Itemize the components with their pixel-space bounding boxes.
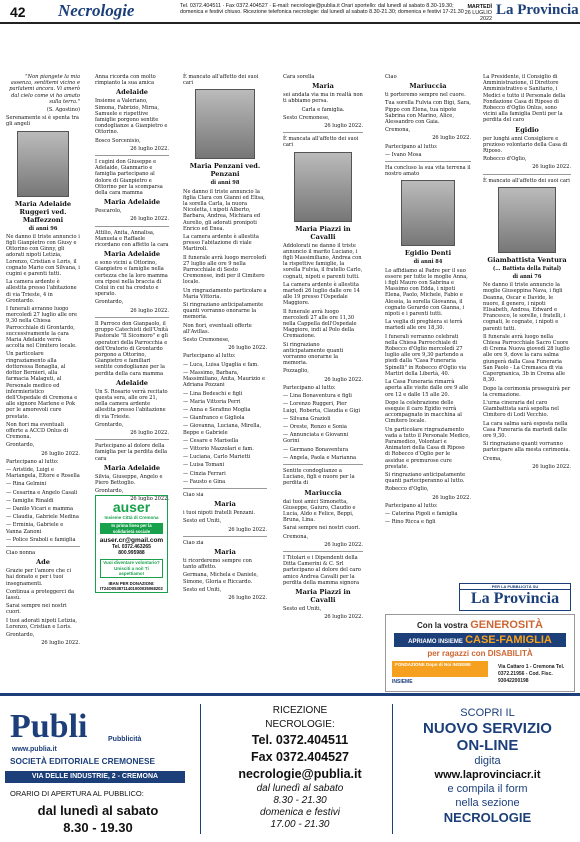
obituary-place: Grontardo, [6,442,35,449]
notice-name: Maria [312,82,334,91]
participant-entry: — Angela, Paola e Marianna [283,454,357,461]
auser-iban-label: IBAN PER DONAZIONI: [108,580,155,586]
notice-intro: Ciao zia [183,539,204,546]
quote-author: (S. Agostino) [46,107,80,114]
participant-entry: — Rino Ricca e figli [385,519,436,526]
obituary-text: La Casa Funeraria rimarrà aperta alle visite dalle ore 9 alle ore 12 e dalle 15 alle 20. [385,379,469,398]
participants-title: Partecipano al lutto: [6,458,59,465]
participant-entry: — Gianfranco e Gigliola [183,415,245,422]
notice-name: Mariuccia [409,82,447,91]
charity-logo: INSIEME [392,679,413,685]
notice-date: 26 luglio 2022. [324,541,363,548]
notice-text: Il Parroco don Gianpaolo, il gruppo Catechisti dell'Unità Pastorale "Il Sicomoro" e gli operatori della Parrocchia e dell'Oratorio di Grontardo porgono a Ottorino, Gianpietro e familiari sentite condoglianze per la perdita della cara mamma [95,320,169,377]
header-date [464,4,492,22]
participant-entry: — Vittorio Mazzolari e fam. [183,445,254,452]
notice-text: Carla e famiglia. [301,106,345,113]
obituary-column-7 [483,74,571,472]
notice-text: ti ricorderemo sempre con tanto affetto. [183,557,252,571]
obituary-text: Si ringraziano anticipatamente quanti vorranno onorarne la memoria. [283,341,344,367]
charity-headline-main: GENEROSITÀ [470,619,543,631]
notice-date: 26 luglio 2022. [130,216,169,223]
notice-place: Cremona, [385,127,411,134]
deceased-age: di anni 84 [413,259,443,266]
notice-name: Adelaide [115,88,148,97]
obituary-text: Dopo la cerimonia proseguirà per la cremazione. [483,385,571,398]
obituary-text: Lo affidiamo al Padre per il suo essere per tutte le moglie Anna, i figli Mauro con Sabrina e Massimo con Edda, i nipoti Elena, Paolo, Michele, Fabio e Alessia, la sorella Giovanna, il cognato Gerardo con Gianna, i nipoti e i parenti tutti. [385,267,468,318]
participant-entry: — Lorenzo Ruggeri, Pier Luigi, Roberta, Claudia e Gigi [283,401,360,414]
notice-name: Mariuccia [304,488,342,497]
notice-name: Egidio [515,125,539,134]
promo-text: digita [474,755,501,767]
participant-entry: — Maria Vittoria Perri [183,398,241,405]
notice-text: i tuoi nipoti fratelli Penzani. [183,510,256,517]
notice-place: Robecco d'Oglio, [483,156,527,163]
obituary-place: Robecco d'Oglio, [385,486,429,493]
obituary-text: Il funerale avrà luogo mercoledì 27 alle ore 11,30 nella Cappella dell'Ospedale Maggiore, indi al Polo della Cremazione. [283,308,357,340]
notice-name: Maria Adelaide [103,463,161,472]
deceased-name: Egidio Denti [404,249,452,258]
auser-email: auser.cr@gmail.com [99,537,164,544]
auser-ad [95,495,168,593]
notice-text: Anna ricorda con molto rimpianto la sua amica [95,74,156,87]
participant-entry: — Erminia, Gabriele e Vanna Zanoni [6,522,64,535]
participants-title: Partecipano al lutto: [283,384,336,391]
notice-text: I Titolari e i Dipendenti della Ditta Camerini & C. Srl partecipano al dolore del caro amico Andrea Cavalli per la perdita della mamma signora [283,554,361,586]
opening-days: dal lunedì al sabato [37,803,159,818]
deceased-name: Maria Penzani ved. Penzani [189,162,261,179]
notice-date: 26 luglio 2022. [130,307,169,314]
obituary-intro: È mancata all'affetto dei suoi cari [283,136,359,149]
notice-text: e sono vicini a Ottorino, Gianpietro e famiglie nella certezza che la loro mamma ora riposi nella braccia di Colui in cui ha creduto e sperato. [95,260,168,298]
notice-intro: Ciao nonna [6,549,36,556]
portrait-photo [195,89,255,159]
divider [385,161,471,162]
notice-text: Grazie per l'amore che ci hai donato e per i tuoi insegnamenti. [6,568,72,587]
participant-entry: — Lina Bedeschi e figli [183,390,243,397]
page-header [0,0,580,24]
participant-entry: — Claudia, Gabriele Medina [6,514,79,521]
obituary-text: Non fiori ma eventuali offerte a ACCD Onlus di Cremona. [6,421,69,441]
publia-company: SOCIETÀ EDITORIALE CREMONESE [10,756,156,766]
obituary-place: Sesto Cremonese, [183,337,230,344]
obituary-date: 26 luglio 2022. [228,345,267,352]
obituary-text: Non fiori, eventuali offerte all'Avillas. [183,322,252,335]
notice-text: ti porteremo sempre nel cuore. [385,92,466,99]
participant-entry: — Annunciata e Giovanni Gorini [283,432,349,445]
participant-entry: — Fausto e Gina [183,478,226,485]
participant-entry: — Luciana, Carlo Marietti [183,454,251,461]
notice-name: Maria Piazzi in Cavalli [295,587,351,604]
deceased-name: Giambattista Ventura [487,255,567,264]
newspaper-logo: La Provincia [496,2,579,18]
divider [183,488,267,489]
promo-headline: NUOVO SERVIZIO [423,720,552,737]
charity-headline [386,619,574,631]
promo-text: nella sezione [455,797,520,809]
charity-headline-pre: Con la vostra [417,621,468,630]
auser-phone: Tel. 0372.463265 [112,544,151,550]
promo-text: e compila il form [447,783,528,795]
obituary-text: Ne danno il triste annuncio i figli Gianpietro con Giusy e Ottorino con Ginny, gli adorati nipoti Letizia, Lorenzo, Cristian e Loris, il cognato Mario con Silvana, i cugini e parenti tutti. [6,233,80,278]
participants-list [6,467,80,543]
obituary-text: Un particolare ringraziamento vada a tutto il Personale Medico, Paramedico, Volontari e Animatori della Casa di Riposo di Robecco d'Oglio per le assidue e premurose cure prestate. [385,426,471,470]
notice-text: dai tuoi amici Simonetta, Giuseppe, Gaiuro, Claudio e Lucia, Aldo e Felice, Beppi, Bruna, Lina. [283,498,356,524]
divider [95,439,169,440]
header-contact-info: Tel. 0372.404511 · Fax 0372.404527 · E-mail: necrologie@publia.it Orari sportello: dal lunedì al sabato 8.30-19.30; domenica e festivi chiuso. Ricezione telefonica necrologie: dal lunedì al sabato 8.30-21.30; domenica e festivi 17-21.30 [180,3,464,16]
obituary-text: Si ringraziano quanti vorranno partecipare alla mesta cerimonia. [483,441,571,454]
notice-text: Attilio, Anita, Annalisa, Manuela e Raffaele ricordano con affetto la cara [95,229,169,249]
obituary-text: L'urna cineraria del caro Giambattista sarà sepolta nel Cimitero di Lodi Vecchio. [483,399,559,419]
obituary-date: 26 luglio 2022. [41,450,80,457]
opening-hours [28,802,168,836]
publia-tag: Pubblicità [108,736,142,743]
obituary-column-1 [6,74,80,648]
obituary-text: Dopo la celebrazione delle esequie il caro Egidio verrà accompagnato in macchina al Cimitero locale. [385,399,462,425]
notice-date: 26 luglio 2022. [130,496,169,503]
obituary-intro: È mancato all'affetto dei suoi cari [183,74,259,87]
notice-date: 26 luglio 2022. [324,614,363,621]
participants-list [183,362,267,485]
notice-place: Sesto ed Uniti, [183,518,222,525]
participants-title: Partecipano al lutto: [183,353,236,360]
notice-text: sei andata via ma in realtà non ti abbiamo persa. [283,92,363,105]
obituary-text: Un ringraziamento particolare a Maria Vittoria. [183,287,267,300]
auser-logo: auser [112,499,151,515]
banner-divider [200,704,201,834]
obituary-text: Il funerale avrà luogo mercoledì 27 luglio alle ore 9 nella Parrocchiale di Sesto Cremonese, indi per il Cimitero locale. [183,254,267,286]
notice-place: Pescarolo, [95,208,122,215]
notice-intro: Ciao sia [183,491,204,498]
notice-date: 26 luglio 2022. [130,429,169,436]
divider [95,155,169,156]
participant-entry: — Aristide, Luigi e Mariangela, Eltore e Rosella [6,466,80,480]
obituary-text: Il funerale avrà luogo nella Chiesa Parrocchiale Sacro Cuore di Crema Nuova giovedì 28 luglio alle ore 9, dove la cara salma giungerà dalla Casa Funeraria San Paolo - La Cremasca di via Capergnanica, 3b in Crema alle 8,30. [483,333,570,384]
deceased-age: di anni 96 [28,225,58,232]
notice-name: Maria Adelaide [103,250,161,259]
ric-hours: domenica e festivi [259,807,341,818]
ric-hours: 17.00 - 21.30 [270,819,330,830]
obituary-intro: Ha concluso la sua vita terrena il nostro amato [385,165,471,178]
portrait-photo [401,180,455,246]
obituary-text: Addolorati ne danno il triste annuncio il marito Luciano, i figli Massimiliano, Andrea con la rispettive famiglie, la sorella Fulvia, il fratello Carlo, cognati, nipoti e parenti tutti. [283,242,363,280]
obituary-place: Crema, [483,455,502,462]
divider [283,551,363,552]
notice-text: Insieme a Valeriano, Simona, Fabrizio, Mirna, Samuele e rispettive famiglie porgono sentite condoglianze a Gianpietro e Ottorino. [95,98,168,136]
deceased-age: di anni 98 [210,180,240,187]
necrologie-contacts [220,704,380,831]
charity-banner-main: CASE-FAMIGLIA [465,634,552,646]
header-date-text: 26 LUGLIO 2022 [464,10,492,22]
obituary-text: Ne danno il triste annuncio la moglie Giuseppina Nava, i figli Deanna, Oscar e Davide, le nuore, il genero, i nipoti Elisabeth, Andrea, Edward e Francesco, le sorelle, i fratelli, i cognati, le cognate, i nipoti e parenti tutti. [483,282,566,332]
publia-website[interactable]: www.publia.it [12,746,57,753]
obituary-column-5 [385,74,471,527]
obituary-date: 26 luglio 2022. [324,376,363,383]
participants-list [385,152,471,158]
participant-entry: — Danilo Vicari e mamma [6,505,74,512]
notice-place: Grontardo, [6,632,35,638]
charity-ad [385,614,575,692]
divider [283,132,363,133]
notice-text: Germana, Michela e Daniele, Simone, Gloria e Riccardo. [183,572,259,585]
participant-entry: — Germano Bonaventura [283,446,349,453]
ric-hours: 8.30 - 21.30 [273,795,327,806]
obituary-text: Si ringraziano anticipatamente quanti vorranno onorarne la memoria. [183,302,264,321]
promo-headline: ON-LINE [456,737,519,754]
auser-tagline: In prima linea per la solidarietà sociale [100,523,163,534]
notice-intro: Cara sorella [283,74,315,80]
obituary-text: La veglia di preghiera si terrà martedì alle ore 18,30. [385,319,463,332]
notice-date: 26 luglio 2022. [432,135,471,142]
participant-entry: — Anna e Serafino Moglia [183,406,251,413]
auser-subtitle: Insieme Città di Cremona [104,515,159,520]
divider [6,546,80,547]
obituary-text: La camera ardente è allestita presso l'abitazione di viale Martiroli. [183,234,259,253]
notice-date: 26 luglio 2022. [228,526,267,533]
participants-title: Partecipano al lutto: [385,502,438,509]
ric-subtitle: NECROLOGIE: [265,719,335,730]
notice-place: Sesto ed Uniti, [283,605,322,612]
participant-entry: — Massimo, Barbara, Massimiliano, Anita, Maurizio e Adriana Pozzani [183,369,265,389]
obituary-date: 26 luglio 2022. [432,494,471,501]
divider [95,317,169,318]
auser-iban: IT24O0538711401000035068202 [100,585,163,591]
deceased-nickname: (... Battista della Faital) [492,265,562,272]
advertising-box-label: PER LA PUBBLICITÀ SU [460,584,570,590]
obituary-text: I funerali verranno celebrati nella Chiesa Parrocchiale di Robecco d'Oglio mercoledì 27 luglio alle ore 9,30 partendo a piedi dalla "Casa Funeraria Spinelli" in Robecco d'Oglio via Martiri della Libertà, 40. [385,333,467,377]
notice-intro: Ciao [385,74,397,80]
notice-text: Sarai sempre nei nostri cuori. [6,603,67,616]
divider [95,226,169,227]
divider [283,464,363,465]
participant-entry: — Luisa Tomani [183,462,225,469]
participant-entry: — Cesarina e Angelo Casali [6,489,78,496]
notice-place: Cremona, [283,533,309,540]
notice-date: 26 luglio 2022. [130,145,169,152]
promo-section: NECROLOGIE [443,810,532,825]
notice-place: Grontardo, [95,421,124,428]
publia-address: VIA DELLE INDUSTRIE, 2 - CREMONA [5,771,185,783]
advertising-box-logo: La Provincia [470,590,560,607]
obituary-text: La cara salma sarà esposta nella Casa Funeraria da martedì dalle ore 9,30. [483,420,568,439]
opening-times: 8.30 - 19.30 [63,820,133,835]
participant-entry: — Luca, Luisa Ugaglia e fam. [183,361,259,368]
participant-entry: — Cinzia Ferrari [183,470,226,477]
promo-text: SCOPRI IL [460,707,515,719]
participant-entry: — Silvana Grazioli [283,415,331,422]
notice-text: per lunghi anni Consigliere e prezioso volontario della Casa di Riposo. [483,135,568,155]
opening-hours-label: ORARIO DI APERTURA AL PUBBLICO: [10,789,144,798]
banner-divider [392,704,393,834]
portrait-photo [17,131,69,197]
obituary-text: Si ringraziano anticipatamente quanti parteciperanno al lutto. [385,471,466,485]
notice-name: Maria Adelaide [103,198,161,207]
participant-entry: — Oreste, Renzo e Sonia [283,423,347,430]
notice-name: Adelaide [115,378,148,387]
notice-date: 26 luglio 2022. [41,640,80,647]
notice-date: 26 luglio 2022. [324,123,363,130]
notice-text: La Presidente, il Consiglio di Amministrazione, il Direttore Amministrativo e Sanitario, i Medici e tutto il Personale della Fondazione Casa di Riposo di Robecco d'Oglio Onlus, sono vicini alla famiglia Denti per la perdita del caro [483,74,566,124]
advertising-box [459,583,571,611]
divider [483,174,571,175]
notice-text: Sentite condoglianze a Luciano, figli e nuore per la perdita di [283,467,355,487]
ric-phone: Tel. 0372.404511 [251,733,349,747]
portrait-photo [498,187,556,253]
notice-name: Ade [36,558,50,567]
obituary-text: I funerali avranno luogo mercoledì 27 luglio alle ore 9,30 nella Chiesa Parrocchiale di Grontardo, successivamente la cara Maria Adelaide verrà accolta nel Cimitero locale. [6,306,78,350]
participant-entry: — famiglie Rinaldi [6,497,54,504]
ric-email[interactable]: necrologie@publia.it [238,767,362,781]
auser-volunteer-box: Vuoi diventare volontario? Unisciti a noi! Ti aspettiamo! [100,559,163,578]
header-day: MARTEDÌ [467,4,492,10]
notice-text: Partecipano al dolore della famiglia per la perdita della cara [95,443,168,462]
obituary-column-3 [183,74,267,603]
charity-contacts: Via Cattaro 1 - Cremona Tel. 0372.21956 - Cod. Fisc. 93042200198 [498,664,565,684]
ric-title: RICEZIONE [272,705,328,716]
auser-toll-free: 800.995988 [118,550,145,556]
participant-entry: — Rina Gelmini [6,481,47,488]
charity-banner-pre: APRIAMO INSIEME [408,639,463,645]
notice-text: Silvia, Giuseppe, Angelo e Piero Bettoglio. [95,473,163,486]
obituary-intro: È mancato all'affetto dei suoi cari [483,177,570,184]
notice-date: 26 luglio 2022. [532,164,571,171]
notice-place: Grontardo, [95,299,124,306]
notice-text: I tuoi adorati nipoti Letizia, Lorenzo, Cristian e Loris. [6,617,77,630]
online-service-promo [400,706,575,825]
notice-text: Sarai sempre nei nostri cuori. [283,525,361,532]
obituary-place: Pozzaglio, [283,368,309,375]
notice-name: Maria [214,547,236,556]
obituary-text: La camera ardente è allestita presso l'abitazione di via Trieste, 4 in Grontardo. [6,279,77,304]
notice-name: Maria [214,500,236,509]
participant-entry: — Cesare e Marisella [183,437,239,444]
quote: "Non piangete la mia assenza, sentitemi vicino e parlatemi ancora. Vi amerò dal cielo come vi ho amato sulla terra." [9,74,80,105]
participant-entry: — Lina Bonaventura e figli [283,393,352,400]
notice-place: Sesto ed Uniti, [183,586,222,593]
obituary-text: Ne danno il triste annuncio la figlia Clara con Gianni ed Elisa, la sorella Carla, la nuora Nicoletta, i nipoti Alberto, Barbara, Andrea, Michiara ed Aurelio, gli adorati pronipoti Enrico ed Enea. [183,188,265,232]
participants-list [283,393,363,461]
notice-text: Tua sorella Fulvia con Bigi, Sara, Pippo con Elena, tua nipote Sabrina con Marino, Alice, Alessandro con Gaia. [385,100,471,126]
participant-entry: — Ivano Mosa [385,151,422,158]
deceased-name: Maria Piazzi in Cavalli [295,224,351,241]
deceased-age: di anni 76 [512,274,542,281]
notice-text: Un S. Rosario verrà recitato questa sera, alle ore 21, nella camera ardente allestita presso l'abitazione di via Trieste. [95,388,168,420]
publia-logo [10,708,142,746]
promo-website[interactable]: www.laprovinciacr.it [434,769,541,781]
participants-list [385,511,471,525]
participant-entry: — Police Sraboli e famiglia [6,536,76,543]
deceased-name: Maria Adelaide Ruggeri ved. Maffezzoni [14,199,72,224]
charity-foundation: FONDAZIONE Dopo di Noi INSIEME [392,661,488,677]
divider [183,536,267,537]
ric-hours: dal lunedì al sabato [256,783,344,794]
notice-text: I cugini don Giuseppe e Adelaide, Gianmario e famiglia partecipano al dolore di Gianpietro e Ottorino per la scomparsa della cara mamma [95,159,163,197]
obituary-text: La camera ardente è allestita martedì 26 luglio dalle ore 14 alle 19 presso l'Ospedale Maggiore. [283,281,360,307]
participant-entry: — Giovanna, Luciana, Mirella, Beppe e Gabriele [183,423,262,436]
obituary-column-4 [283,74,363,622]
notice-place: Grontardo, [95,488,124,495]
participants-title: Partecipano al lutto: [385,143,438,150]
section-title: Necrologie [58,1,135,20]
obituary-column-2 [95,74,169,505]
notice-place: Sesto Cremonese, [283,114,330,121]
notice-place: Bosco Sorcenisio, [95,137,141,144]
notice-date: 26 luglio 2022. [228,594,267,601]
obituary-date: 26 luglio 2022. [532,463,571,470]
participant-entry: — Caterina Pigoli e famiglia [385,510,458,517]
notice-text: Continua a proteggerci da lassù. [6,588,74,601]
page-number: 42 [10,4,26,20]
charity-subline: per ragazzi con DISABILITÀ [427,649,533,658]
obituary-text: Un particolare ringraziamento alla dottoressa Bonaglia, al dottor Bernieri, alla farmacia Malaguti, al Personale medico ed infermieristico dell'Ospedale di Cremona e alle signore Marlene e Pok per le amorevoli cure prestate. [6,351,78,420]
portrait-photo [294,152,352,222]
ric-fax: Fax 0372.404527 [250,750,349,764]
publia-logo-text: Publi [10,708,88,745]
obituary-intro: Serenamente si è spenta tra gli angeli [6,115,79,128]
publia-banner [0,693,580,842]
charity-banner [394,633,566,647]
